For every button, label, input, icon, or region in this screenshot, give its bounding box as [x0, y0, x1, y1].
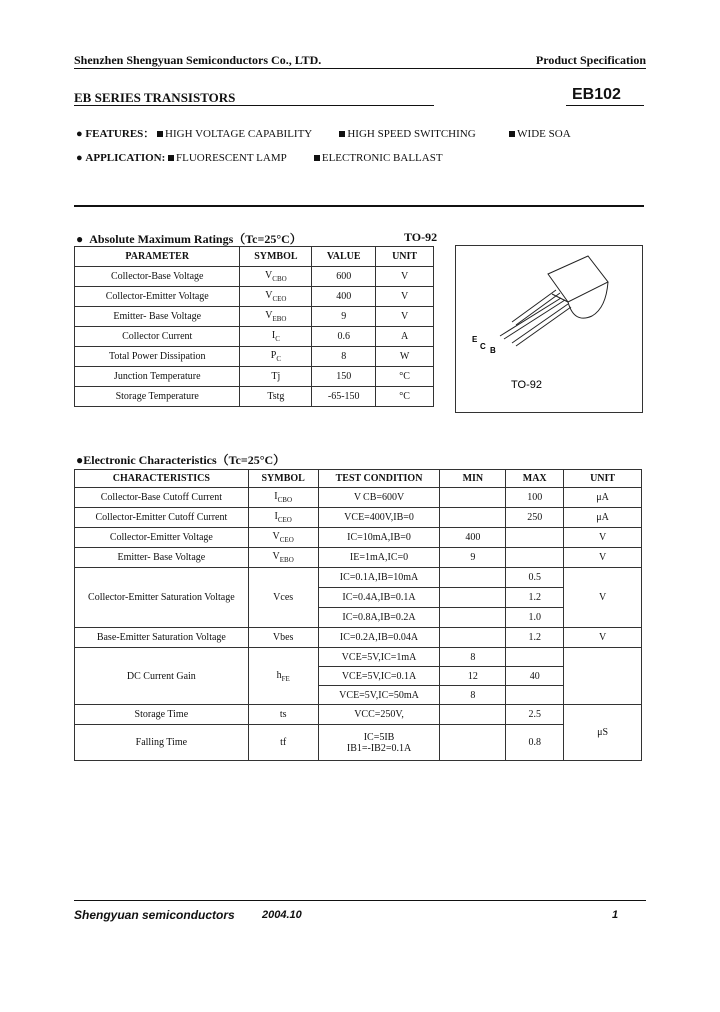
cond-cell: V CB=600V	[318, 488, 440, 508]
symbol-cell: $V_{CBO}$	[240, 267, 312, 287]
company-header: Shenzhen Shengyuan Semiconductors Co., LTD.	[74, 53, 322, 67]
min-cell: 9	[440, 548, 506, 568]
header-cell: UNIT	[376, 247, 434, 267]
max-cell	[506, 528, 564, 548]
header-cell: TEST CONDITION	[318, 470, 440, 488]
header-cell: CHARACTERISTICS	[75, 470, 249, 488]
table-row	[75, 387, 434, 407]
bullet-icon: ●	[76, 232, 84, 246]
symbol-cell: $V_{EBO}$	[248, 548, 318, 568]
series-underline	[74, 105, 434, 106]
value-cell: -65-150	[312, 387, 376, 407]
min-cell	[440, 568, 506, 588]
unit-cell: W	[376, 347, 434, 367]
pin-c-label: C	[480, 342, 486, 351]
square-bullet-icon	[339, 131, 345, 137]
section-rule	[74, 205, 644, 207]
max-cell: 40	[506, 667, 564, 686]
symbol-cell: $P_C$	[240, 347, 312, 367]
bullet-icon: ●	[76, 128, 83, 140]
header-cell: SYMBOL	[248, 470, 318, 488]
cond-cell: IC=0.8A,IB=0.2A	[318, 608, 440, 628]
colon-glyph: ：	[143, 128, 155, 140]
param-cell: Junction Temperature	[75, 367, 240, 387]
table-row	[75, 327, 434, 347]
min-cell	[440, 628, 506, 648]
package-diagram-box	[455, 245, 643, 413]
cond-cell: VCE=400V,IB=0	[318, 508, 440, 528]
series-title: EB SERIES TRANSISTORS	[74, 90, 236, 105]
table-row	[75, 628, 642, 648]
max-cell: 250	[506, 508, 564, 528]
abs-max-table	[74, 246, 434, 407]
symbol-cell: Tj	[240, 367, 312, 387]
char-cell: Storage Time	[75, 705, 249, 725]
table-row	[75, 548, 642, 568]
param-cell: Collector Current	[75, 327, 240, 347]
max-cell: 1.2	[506, 588, 564, 608]
max-cell: 1.0	[506, 608, 564, 628]
min-cell	[440, 488, 506, 508]
elec-heading	[76, 451, 285, 468]
unit-cell: V	[564, 568, 642, 628]
header-cell: PARAMETER	[75, 247, 240, 267]
cond-cell: IC=10mA,IB=0	[318, 528, 440, 548]
param-cell: Collector-Base Voltage	[75, 267, 240, 287]
table-row	[75, 725, 642, 761]
header-rule	[74, 68, 646, 69]
table-row	[75, 705, 642, 725]
unit-cell: V	[564, 548, 642, 568]
table-row	[75, 488, 642, 508]
feature-item: HIGH SPEED SWITCHING	[347, 128, 476, 140]
package-label: TO-92	[511, 379, 542, 391]
features-label: FEATURES	[85, 128, 144, 140]
cond-cell: IC=0.1A,IB=10mA	[318, 568, 440, 588]
value-cell: 9	[312, 307, 376, 327]
symbol-cell: ts	[248, 705, 318, 725]
header-cell: VALUE	[312, 247, 376, 267]
table-row	[75, 347, 434, 367]
symbol-cell: $h_{FE}$	[248, 648, 318, 705]
symbol-cell: $I_C$	[240, 327, 312, 347]
table-row	[75, 307, 434, 327]
cond-cell: VCE=5V,IC=50mA	[318, 686, 440, 705]
symbol-cell: $V_{CEO}$	[240, 287, 312, 307]
param-cell: Collector-Emitter Voltage	[75, 287, 240, 307]
unit-cell: V	[376, 307, 434, 327]
footer-company: Shengyuan semiconductors	[74, 908, 235, 922]
symbol-cell: Vces	[248, 568, 318, 628]
feature-item: WIDE SOA	[517, 128, 571, 140]
char-cell: Emitter- Base Voltage	[75, 548, 249, 568]
param-cell: Storage Temperature	[75, 387, 240, 407]
min-cell	[440, 608, 506, 628]
param-cell: Emitter- Base Voltage	[75, 307, 240, 327]
char-cell: Collector-Emitter Voltage	[75, 528, 249, 548]
min-cell	[440, 705, 506, 725]
square-bullet-icon	[168, 155, 174, 161]
value-cell: 150	[312, 367, 376, 387]
feature-item: HIGH VOLTAGE CAPABILITY	[165, 128, 312, 140]
application-item: FLUORESCENT LAMP	[176, 152, 287, 164]
max-cell	[506, 548, 564, 568]
value-cell: 8	[312, 347, 376, 367]
bullet-icon: ●	[76, 152, 83, 164]
header-cell: SYMBOL	[240, 247, 312, 267]
min-cell: 12	[440, 667, 506, 686]
table-row	[75, 267, 434, 287]
max-cell: 2.5	[506, 705, 564, 725]
min-cell	[440, 508, 506, 528]
unit-cell: V	[564, 628, 642, 648]
table-row	[75, 528, 642, 548]
unit-cell: μS	[564, 705, 642, 761]
table-row	[75, 648, 642, 667]
elec-table	[74, 469, 642, 761]
bullet-icon: ●	[76, 453, 84, 467]
min-cell: 8	[440, 648, 506, 667]
abs-max-title: Absolute Maximum Ratings（Tc=25°C）	[89, 232, 302, 246]
symbol-cell: $V_{CEO}$	[248, 528, 318, 548]
char-cell: DC Current Gain	[75, 648, 249, 705]
cond-cell: VCC=250V,	[318, 705, 440, 725]
cond-line: IB1=-IB2=0.1A	[346, 742, 412, 754]
symbol-cell: Tstg	[240, 387, 312, 407]
max-cell: 0.8	[506, 725, 564, 761]
cond-cell: VCE=5V,IC=1mA	[318, 648, 440, 667]
min-cell	[440, 588, 506, 608]
min-cell: 8	[440, 686, 506, 705]
square-bullet-icon	[157, 131, 163, 137]
param-cell: Total Power Dissipation	[75, 347, 240, 367]
unit-cell: A	[376, 327, 434, 347]
application-item: ELECTRONIC BALLAST	[321, 152, 443, 164]
elec-title: Electronic Characteristics（Tc=25°C）	[83, 453, 286, 467]
features-line	[76, 125, 571, 141]
cond-cell: VCE=5V,IC=0.1A	[318, 667, 440, 686]
header-cell: UNIT	[564, 470, 642, 488]
cond-cell: IE=1mA,IC=0	[318, 548, 440, 568]
value-cell: 400	[312, 287, 376, 307]
unit-cell: °C	[376, 367, 434, 387]
unit-cell: μA	[564, 508, 642, 528]
symbol-cell: $I_{CEO}$	[248, 508, 318, 528]
char-cell: Collector-Emitter Cutoff Current	[75, 508, 249, 528]
unit-cell: V	[376, 287, 434, 307]
max-cell	[506, 648, 564, 667]
symbol-cell: $V_{EBO}$	[240, 307, 312, 327]
pin-e-label: E	[472, 335, 478, 344]
max-cell	[506, 686, 564, 705]
cond-cell: IC=0.4A,IB=0.1A	[318, 588, 440, 608]
package-heading: TO-92	[404, 230, 438, 244]
table-row	[75, 508, 642, 528]
symbol-cell: Vbes	[248, 628, 318, 648]
cond-cell	[318, 725, 440, 761]
square-bullet-icon	[314, 155, 320, 161]
page-number: 1	[612, 909, 619, 921]
table-header-row	[75, 470, 642, 488]
square-bullet-icon	[509, 131, 515, 137]
max-cell: 100	[506, 488, 564, 508]
value-cell: 0.6	[312, 327, 376, 347]
symbol-cell: $I_{CBO}$	[248, 488, 318, 508]
value-cell: 600	[312, 267, 376, 287]
header-cell: MAX	[506, 470, 564, 488]
min-cell: 400	[440, 528, 506, 548]
char-cell: Collector-Emitter Saturation Voltage	[75, 568, 249, 628]
char-cell: Base-Emitter Saturation Voltage	[75, 628, 249, 648]
max-cell: 1.2	[506, 628, 564, 648]
char-cell: Falling Time	[75, 725, 249, 761]
application-line	[76, 152, 443, 164]
to92-package-drawing	[456, 246, 642, 412]
table-row	[75, 367, 434, 387]
footer-date: 2004.10	[262, 909, 302, 921]
header-cell: MIN	[440, 470, 506, 488]
unit-cell: μA	[564, 488, 642, 508]
symbol-cell: tf	[248, 725, 318, 761]
table-row	[75, 568, 642, 588]
cond-cell: IC=0.2A,IB=0.04A	[318, 628, 440, 648]
table-header-row	[75, 247, 434, 267]
unit-cell: °C	[376, 387, 434, 407]
footer-rule	[74, 900, 646, 901]
unit-cell: V	[564, 528, 642, 548]
abs-max-heading	[76, 230, 302, 247]
table-row	[75, 287, 434, 307]
unit-cell	[564, 648, 642, 705]
unit-cell: V	[376, 267, 434, 287]
max-cell: 0.5	[506, 568, 564, 588]
application-label: APPLICATION:	[85, 152, 166, 164]
char-cell: Collector-Base Cutoff Current	[75, 488, 249, 508]
min-cell	[440, 725, 506, 761]
part-underline	[566, 105, 644, 106]
doc-type-header: Product Specification	[535, 53, 646, 67]
part-number: EB102	[572, 86, 621, 103]
pin-b-label: B	[490, 346, 496, 355]
cond-line: IC=5IB	[363, 731, 395, 743]
